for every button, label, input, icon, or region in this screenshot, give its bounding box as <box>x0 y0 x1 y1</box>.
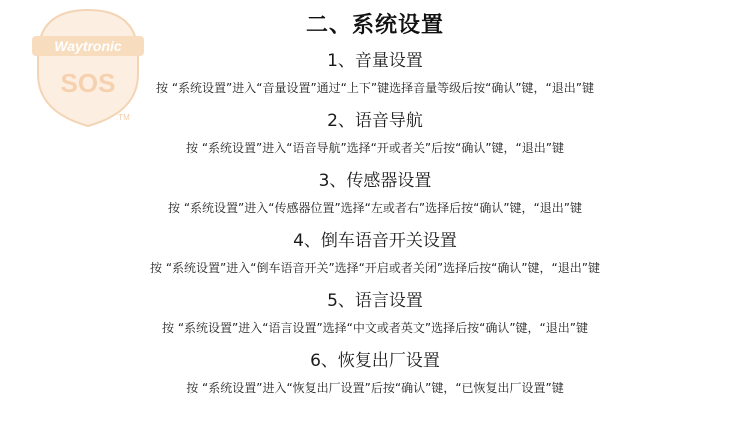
sos-mark: SOS <box>60 68 116 98</box>
section-reverse-voice-switch <box>0 230 750 276</box>
section-volume <box>0 50 750 96</box>
section-body: 按 “系统设置”进入“倒车语音开关”选择“开启或者关闭”选择后按“确认”键，“退出”键 <box>150 261 600 275</box>
section-heading: 2、语音导航 <box>327 111 423 131</box>
section-factory-reset <box>0 350 750 396</box>
section-heading: 3、传感器设置 <box>318 171 432 191</box>
section-body: 按 “系统设置”进入“音量设置”通过“上下”键选择音量等级后按“确认”键，“退出”键 <box>156 81 594 95</box>
brand-text: Waytronic <box>54 38 122 54</box>
section-body: 按 “系统设置”进入“恢复出厂设置”后按“确认”键，“已恢复出厂设置”键 <box>186 381 564 395</box>
section-sensor <box>0 170 750 216</box>
section-heading: 6、恢复出厂设置 <box>310 351 440 371</box>
section-language <box>0 290 750 336</box>
section-voice-navigation <box>0 110 750 156</box>
section-heading: 4、倒车语音开关设置 <box>293 231 457 251</box>
section-heading: 5、语言设置 <box>327 291 423 311</box>
tm-mark: TM <box>118 113 130 122</box>
section-body: 按 “系统设置”进入“传感器位置”选择“左或者右”选择后按“确认”键，“退出”键 <box>168 201 582 215</box>
section-heading: 1、音量设置 <box>327 51 423 71</box>
section-body: 按 “系统设置”进入“语音导航”选择“开或者关”后按“确认”键，“退出”键 <box>186 141 564 155</box>
section-body: 按 “系统设置”进入“语言设置”选择“中文或者英文”选择后按“确认”键，“退出”键 <box>162 321 588 335</box>
page-title: 二、系统设置 <box>305 13 444 38</box>
